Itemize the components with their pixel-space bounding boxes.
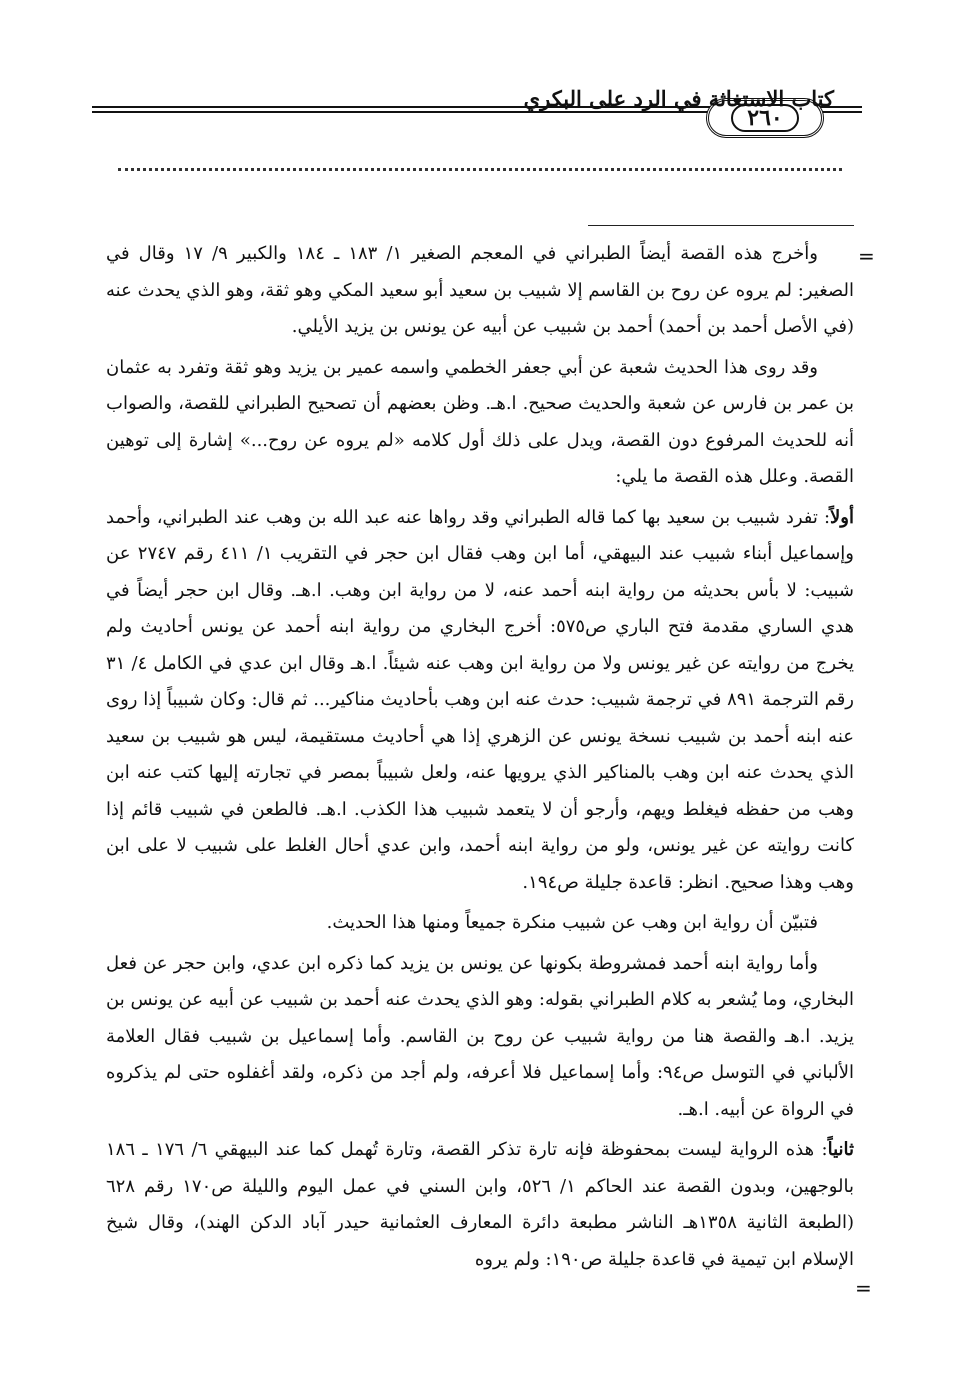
paragraph-6-lead: ثانياً	[827, 1139, 854, 1160]
paragraph-6	[106, 1132, 854, 1278]
paragraph-2: وقد روى هذا الحديث شعبة عن أبي جعفر الخطمي واسمه عمير بن يزيد وهو ثقة وتفرد به عثمان بن عمر بن فارس عن شعبة والحديث صحيح. ا.هـ. وظن بعضهم أن تصحيح الطبراني للقصة، والصواب أنه للحديث المرفوع دون القصة، ويدل على ذلك أول كلامه «لم يروه عن روح...» إشارة إلى توهين القصة. وعلل هذه القصة ما يلي:	[106, 356, 854, 487]
paragraph-3-lead: أولاً	[830, 506, 854, 528]
paragraph-3	[106, 500, 854, 902]
footnote-body	[106, 236, 854, 1282]
footnote-rule	[588, 225, 854, 226]
continuation-mark-top: =	[858, 244, 875, 268]
dotted-separator	[118, 168, 842, 171]
book-title: كتاب الاستغاثة في الرد على البكري	[523, 86, 834, 111]
paragraph-6-text: : هذه الرواية ليست بمحفوظة فإنه تارة تذكر القصة، وتارة تُهمل كما عند البيهقي ٦/ ١٧٦ ـ ١٨٦ بالوجهين، وبدون القصة عند الحاكم ١/ ٥٢٦، وابن السني في عمل اليوم والليلة ص١٧٠ رقم ٦٢٨ (الطبعة الثانية ١٣٥٨هـ الناشر مطبعة دائرة المعارف العثمانية حيدر آباد الدكن الهند)، وقال شيخ الإسلام ابن تيمية في قاعدة جليلة ص١٩٠: ولم يروه	[106, 1139, 854, 1270]
page-number: ٢٦٠	[731, 104, 798, 132]
paragraph-3-text: : تفرد شبيب بن سعيد بها كما قاله الطبراني وقد رواها عنه عبد الله بن وهب عند الطبراني، وأحمد وإسماعيل أبناء شبيب عند البيهقي، أما ابن وهب فقال ابن حجر في التقريب ١/ ٤١١ رقم ٢٧٤٧ عن شبيب: لا بأس بحديثه من رواية ابنه أحمد عنه، لا من رواية ابن وهب. ا.هـ. وقال ابن حجر أيضاً في هدي الساري مقدمة فتح الباري ص٥٧٥: أخرج البخاري من رواية ابنه أحمد عن يونس أحاديث ولم يخرج من روايته عن غير يونس ولا من رواية ابن وهب عنه شيئاً. ا.هـ وقال ابن عدي في الكامل ٤/ ٣١ رقم الترجمة ٨٩١ في ترجمة شبيب: حدث عنه ابن وهب بأحاديث مناكير... ثم قال: وكان شبيباً إذا روى عنه ابنه أحمد بن شبيب نسخة يونس عن الزهري إذا هي أحاديث مستقيمة، ليس هو شبيب بن سعيد الذي يحدث عنه ابن وهب بالمناكير الذي يرويها عنه، ولعل شبيباً بمصر في تجارته إليها كتب عنه ابن وهب من حفظه فيغلط ويهم، وأرجو أن لا يتعمد شبيب هذا الكذب. ا.هـ. فالطعن في شبيب قائم إذا كانت روايته عن غير يونس، ولو من رواية ابنه أحمد، وابن عدي أحال الغلط على شبيب لا على ابن وهب وهذا صحيح. انظر: قاعدة جليلة ص١٩٤.	[106, 506, 855, 893]
paragraph-4: فتبيّن أن رواية ابن وهب عن شبيب منكرة جميعاً ومنها هذا الحديث.	[326, 912, 818, 933]
paragraph-5: وأما رواية ابنه أحمد فمشروطة بكونها عن يونس بن يزيد كما ذكره ابن عدي، وابن حجر عن فعل البخاري، وما يُشعر به كلام الطبراني بقوله: وهو الذي يحدث عنه أحمد بن شبيب عن أبيه عن يونس بن يزيد. ا.هـ والقصة هنا من رواية شبيب عن روح بن القاسم. وأما إسماعيل بن شبيب فقال العلامة الألباني في التوسل ص٩٤: وأما إسماعيل فلا أعرفه، ولم أجد من ذكره، ولقد أغفلوه حتى لم يذكروه في الرواة عن أبيه. ا.هـ.	[106, 952, 854, 1120]
paragraph-1: وأخرج هذه القصة أيضاً الطبراني في المعجم الصغير ١/ ١٨٣ ـ ١٨٤ والكبير ٩/ ١٧ وقال في الصغير: لم يروه عن روح بن القاسم إلا شبيب بن سعيد أبو سعيد المكي وهو ثقة، وهو الذي يحدث عنه (في الأصل أحمد بن أحمد) أحمد بن شبيب عن أبيه عن يونس بن يزيد الأيلي.	[106, 243, 854, 337]
continuation-mark-bottom: =	[855, 1276, 872, 1300]
